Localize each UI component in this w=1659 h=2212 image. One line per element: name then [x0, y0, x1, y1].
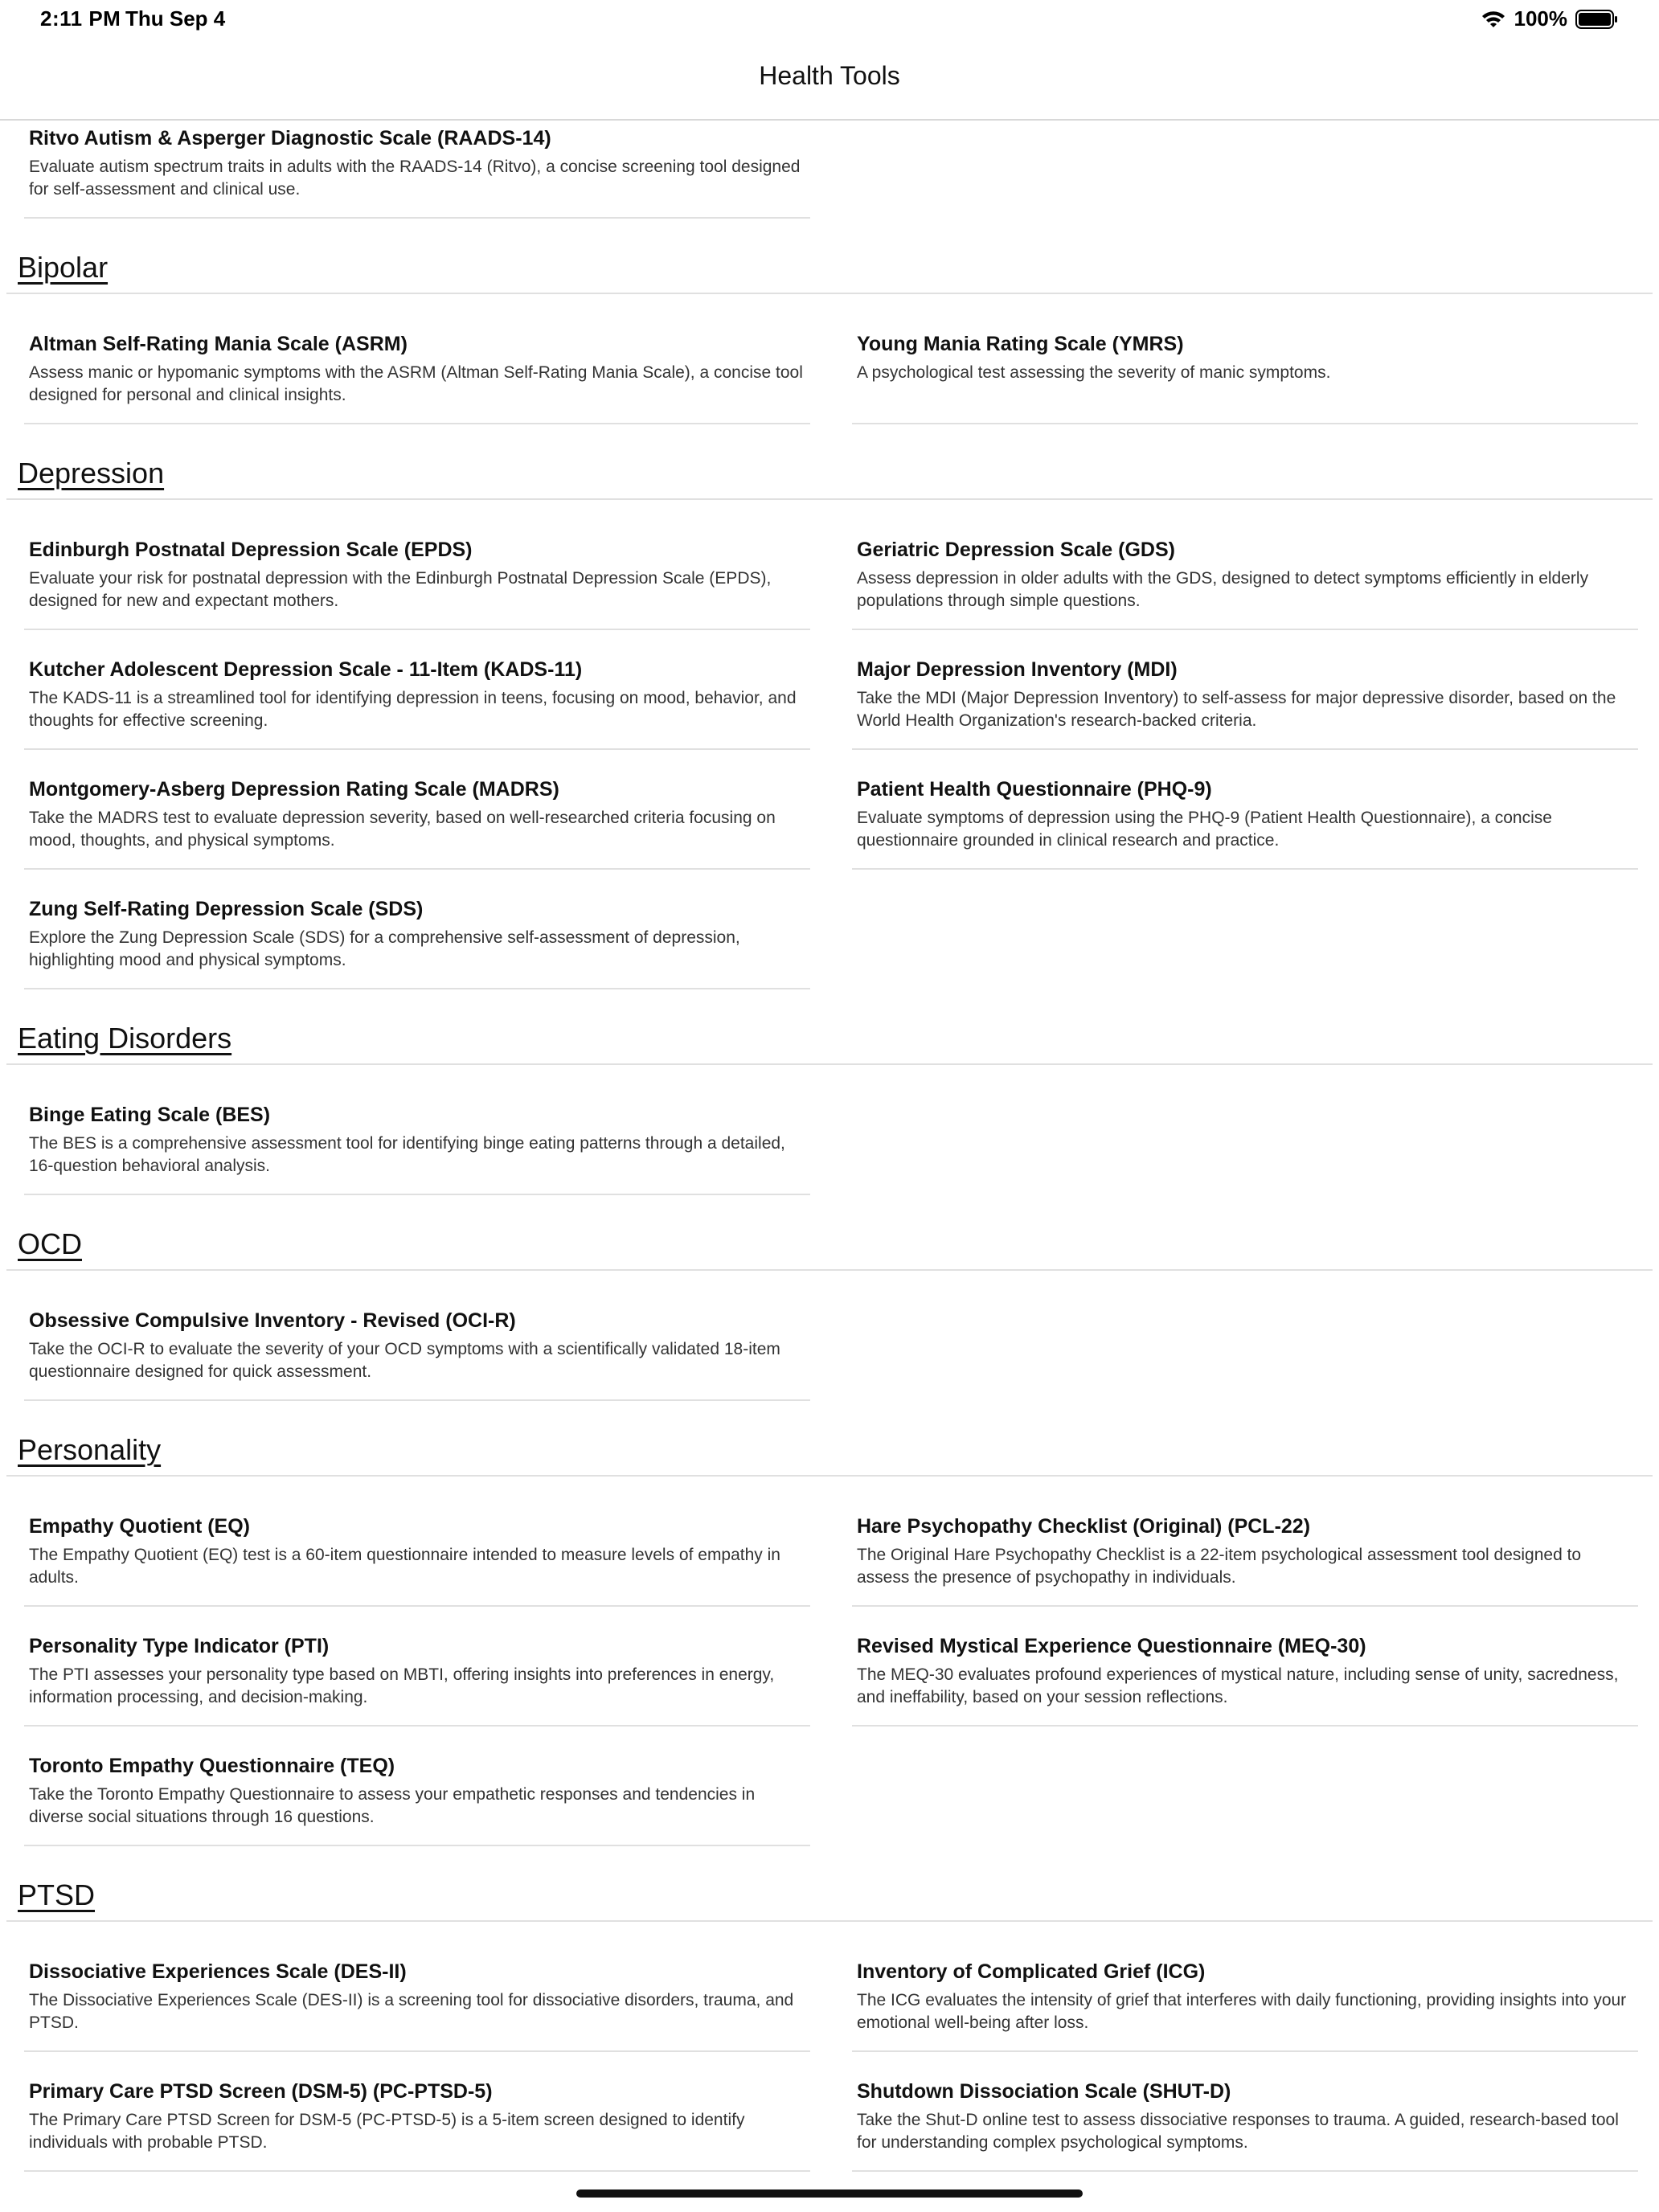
- tool-item-phq-9[interactable]: [852, 778, 1638, 870]
- battery-icon: [1575, 9, 1619, 30]
- status-date: Thu Sep 4: [125, 6, 226, 31]
- section-title: OCD: [18, 1227, 82, 1260]
- tool-title: Young Mania Rating Scale (YMRS): [857, 333, 1184, 355]
- tool-description: Evaluate your risk for postnatal depression with the Edinburgh Postnatal Depression Scale (EPDS), designed for new and expectant mothers.: [29, 569, 772, 610]
- tool-item-meq-30[interactable]: [852, 1635, 1638, 1727]
- tool-title: Edinburgh Postnatal Depression Scale (EPDS): [29, 539, 473, 561]
- tool-item-raads-14[interactable]: [24, 127, 810, 219]
- tool-title: Geriatric Depression Scale (GDS): [857, 539, 1175, 561]
- status-bar: [0, 0, 1659, 40]
- section-title: Depression: [18, 457, 165, 490]
- wifi-icon: [1481, 10, 1506, 29]
- tool-title: Shutdown Dissociation Scale (SHUT-D): [857, 2080, 1231, 2103]
- section-header-bipolar: [6, 238, 1653, 294]
- tool-item-icg[interactable]: [852, 1960, 1638, 2052]
- tool-description: Assess depression in older adults with the GDS, designed to detect symptoms efficiently in elderly populations through simple questions.: [857, 569, 1589, 610]
- tool-item-kads-11[interactable]: [24, 658, 810, 750]
- tool-title: Hare Psychopathy Checklist (Original) (PCL-22): [857, 1515, 1311, 1538]
- tool-description: The Original Hare Psychopathy Checklist is a 22-item psychological assessment tool designed to assess the presence of psychopathy in individuals.: [857, 1546, 1582, 1587]
- tool-item-teq[interactable]: [24, 1755, 810, 1846]
- navigation-bar: [0, 40, 1659, 121]
- tool-description: The MEQ-30 evaluates profound experiences of mystical nature, including sense of unity, sacredness, and ineffability, based on your session reflections.: [857, 1665, 1619, 1706]
- tool-description: Take the MADRS test to evaluate depression severity, based on well-researched criteria focusing on mood, thoughts, and physical symptoms.: [29, 809, 776, 850]
- tool-title: Ritvo Autism & Asperger Diagnostic Scale (RAADS-14): [29, 127, 551, 150]
- tool-item-bes[interactable]: [24, 1104, 810, 1195]
- tool-item-madrs[interactable]: [24, 778, 810, 870]
- tool-title: Dissociative Experiences Scale (DES-II): [29, 1960, 407, 1983]
- tool-description: Assess manic or hypomanic symptoms with the ASRM (Altman Self-Rating Mania Scale), a concise tool designed for personal and clinical insights.: [29, 363, 803, 404]
- section-title: Personality: [18, 1433, 162, 1466]
- tool-item-eq[interactable]: [24, 1515, 810, 1607]
- tool-title: Binge Eating Scale (BES): [29, 1104, 271, 1126]
- tool-title: Inventory of Complicated Grief (ICG): [857, 1960, 1206, 1983]
- tool-item-pc-ptsd-5[interactable]: [24, 2080, 810, 2172]
- tool-item-des-ii[interactable]: [24, 1960, 810, 2052]
- tool-item-oci-r[interactable]: [24, 1309, 810, 1401]
- section-title: Eating Disorders: [18, 1022, 232, 1055]
- tool-item-pcl-22[interactable]: [852, 1515, 1638, 1607]
- tool-item-gds[interactable]: [852, 539, 1638, 630]
- tool-title: Personality Type Indicator (PTI): [29, 1635, 330, 1657]
- tool-title: Altman Self-Rating Mania Scale (ASRM): [29, 333, 408, 355]
- tool-description: The Dissociative Experiences Scale (DES-II) is a screening tool for dissociative disorders, trauma, and PTSD.: [29, 1991, 794, 2032]
- tool-item-pti[interactable]: [24, 1635, 810, 1727]
- tool-title: Revised Mystical Experience Questionnaire (MEQ-30): [857, 1635, 1366, 1657]
- status-indicators: [1481, 6, 1620, 31]
- tool-title: Zung Self-Rating Depression Scale (SDS): [29, 898, 424, 920]
- home-indicator[interactable]: [576, 2189, 1083, 2198]
- tool-title: Empathy Quotient (EQ): [29, 1515, 250, 1538]
- status-time: 2:11 PM: [40, 6, 121, 31]
- tool-description: The Primary Care PTSD Screen for DSM-5 (PC-PTSD-5) is a 5-item screen designed to identify individuals with probable PTSD.: [29, 2111, 745, 2152]
- tool-title: Obsessive Compulsive Inventory - Revised (OCI-R): [29, 1309, 516, 1332]
- tool-title: Patient Health Questionnaire (PHQ-9): [857, 778, 1212, 801]
- section-title: Bipolar: [18, 251, 109, 284]
- section-header-depression: [6, 444, 1653, 500]
- tool-description: The KADS-11 is a streamlined tool for identifying depression in teens, focusing on mood, behavior, and thoughts for effective screening.: [29, 689, 797, 730]
- tool-description: Evaluate symptoms of depression using the PHQ-9 (Patient Health Questionnaire), a concise questionnaire grounded in clinical research and practice.: [857, 809, 1552, 850]
- tool-item-ymrs[interactable]: [852, 333, 1638, 424]
- tool-item-asrm[interactable]: [24, 333, 810, 424]
- section-title: PTSD: [18, 1878, 96, 1911]
- tool-description: The Empathy Quotient (EQ) test is a 60-item questionnaire intended to measure levels of empathy in adults.: [29, 1546, 780, 1587]
- tool-title: Primary Care PTSD Screen (DSM-5) (PC-PTSD-5): [29, 2080, 493, 2103]
- section-header-ptsd: [6, 1866, 1653, 1922]
- page-title: Health Tools: [759, 61, 900, 90]
- tool-description: Take the Shut-D online test to assess dissociative responses to trauma. A guided, research-based tool for understanding complex psychological symptoms.: [857, 2111, 1619, 2152]
- tool-description: Take the OCI-R to evaluate the severity of your OCD symptoms with a scientifically validated 18-item questionnaire designed for quick assessment.: [29, 1340, 780, 1381]
- tool-item-sds[interactable]: [24, 898, 810, 989]
- section-header-personality: [6, 1420, 1653, 1477]
- tool-item-shut-d[interactable]: [852, 2080, 1638, 2172]
- tool-description: The PTI assesses your personality type based on MBTI, offering insights into preferences in energy, information processing, and decision-making.: [29, 1665, 775, 1706]
- tool-description: A psychological test assessing the severity of manic symptoms.: [857, 363, 1331, 382]
- section-header-ocd: [6, 1215, 1653, 1271]
- tool-description: Take the Toronto Empathy Questionnaire to assess your empathetic responses and tendencies in diverse social situations through 16 questions.: [29, 1785, 756, 1826]
- tool-item-mdi[interactable]: [852, 658, 1638, 750]
- section-header-eating-disorders: [6, 1009, 1653, 1065]
- tool-description: The BES is a comprehensive assessment tool for identifying binge eating patterns through a detailed, 16-question behavioral analysis.: [29, 1134, 785, 1175]
- tool-title: Toronto Empathy Questionnaire (TEQ): [29, 1755, 395, 1777]
- tool-description: The ICG evaluates the intensity of grief that interferes with daily functioning, providing insights into your emotional well-being after loss.: [857, 1991, 1627, 2032]
- tool-title: Montgomery-Asberg Depression Rating Scale (MADRS): [29, 778, 559, 801]
- tool-title: Kutcher Adolescent Depression Scale - 11-Item (KADS-11): [29, 658, 583, 681]
- battery-percent: 100%: [1514, 6, 1567, 31]
- tool-item-epds[interactable]: [24, 539, 810, 630]
- tool-description: Explore the Zung Depression Scale (SDS) for a comprehensive self-assessment of depression, highlighting mood and physical symptoms.: [29, 928, 740, 969]
- tool-title: Major Depression Inventory (MDI): [857, 658, 1178, 681]
- tool-description: Take the MDI (Major Depression Inventory) to self-assess for major depressive disorder, based on the World Health Organization's research-backed criteria.: [857, 689, 1616, 730]
- tool-description: Evaluate autism spectrum traits in adults with the RAADS-14 (Ritvo), a concise screening tool designed for self-assessment and clinical use.: [29, 158, 801, 199]
